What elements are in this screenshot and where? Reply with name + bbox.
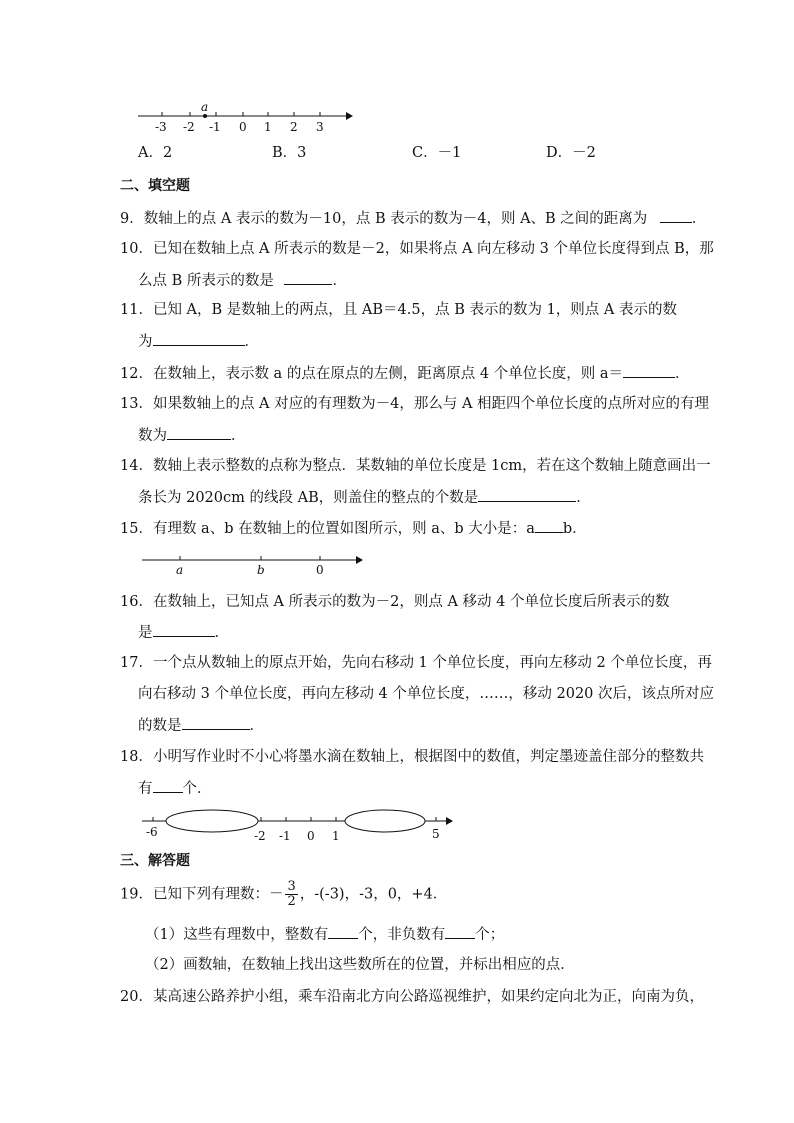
fraction-numerator: 3 <box>287 879 296 894</box>
tick-label: -1 <box>279 829 291 843</box>
answer-blank[interactable] <box>284 270 332 285</box>
origin-label: 0 <box>316 563 324 577</box>
section-heading-fill-in: 二、填空题 <box>120 178 190 194</box>
q18-tail: 个． <box>182 781 212 797</box>
answer-blank[interactable] <box>535 518 563 533</box>
q14-text: 条长为 2020cm 的线段 AB，则盖住的整点的个数是 <box>138 490 479 506</box>
q17-tail: ． <box>249 718 264 734</box>
answer-blank[interactable] <box>153 622 215 637</box>
question-20-line1: 20．某高速公路养护小组，乘车沿南北方向公路巡视维护，如果约定向北为正，向南为负， <box>120 989 704 1005</box>
tick-label: 1 <box>264 120 272 134</box>
q12-tail: ． <box>675 366 690 382</box>
q19-lead: 19．已知下列有理数： <box>120 886 269 903</box>
q11-tail: ． <box>244 334 259 350</box>
q18-text: 有 <box>138 781 153 797</box>
option-a: A．2 <box>138 145 173 161</box>
question-10-line1: 10．已知在数轴上点 A 所表示的数是－2，如果将点 A 向左移动 3 个单位长度得到点 B，那 <box>120 241 714 257</box>
q14-tail: ． <box>576 490 591 506</box>
q10-tail: ． <box>332 273 347 289</box>
question-9 <box>120 208 706 229</box>
q16-tail: ． <box>214 625 229 641</box>
question-14-line1: 14．数轴上表示整数的点称为整点．某数轴的单位长度是 1cm，若在这个数轴上随意画出一 <box>120 458 711 474</box>
tick-label: -6 <box>146 825 158 839</box>
number-line-figure-q18 <box>142 810 453 843</box>
answer-blank[interactable] <box>478 487 576 502</box>
q16-text: 是 <box>138 625 153 641</box>
question-11-line1: 11．已知 A，B 是数轴上的两点，且 AB＝4.5，点 B 表示的数为 1，则点 A 表示的数 <box>120 302 677 318</box>
q13-tail: ． <box>231 428 246 444</box>
question-14-line2 <box>138 487 591 508</box>
tick-label: 5 <box>432 827 440 841</box>
q11-text: 为 <box>138 334 153 350</box>
question-16-line2 <box>138 622 229 643</box>
q10-text: 么点 B 所表示的数是 <box>138 273 274 289</box>
answer-blank[interactable] <box>153 778 183 793</box>
point-a-marker <box>203 114 207 118</box>
tick-label: -2 <box>183 120 195 134</box>
tick-label: 2 <box>290 120 298 134</box>
question-19-part1 <box>145 924 504 945</box>
q19-part1-text-b: 个，非负数有 <box>358 927 446 943</box>
q9-tail: ． <box>691 211 707 227</box>
question-19-part2: （2）画数轴，在数轴上找出这些数所在的位置，并标出相应的点． <box>145 957 575 973</box>
q15-text: 15．有理数 a、b 在数轴上的位置如图所示，则 a、b 大小是：a <box>120 521 535 537</box>
question-17-line1: 17．一个点从数轴上的原点开始，先向右移动 1 个单位长度，再向左移动 2 个单位长度，再 <box>120 655 712 671</box>
question-18-line1: 18．小明写作业时不小心将墨水滴在数轴上，根据图中的数值，判定墨迹盖住部分的整数共 <box>120 749 704 765</box>
question-19-line1 <box>120 880 447 909</box>
question-10-line2 <box>138 270 347 291</box>
q17-text: 的数是 <box>138 718 182 734</box>
ink-blot-left <box>166 810 258 832</box>
question-12 <box>120 363 690 384</box>
ink-blot-right <box>345 810 425 832</box>
point-b-label: b <box>257 563 265 577</box>
q19-part1-text-c: 个； <box>475 927 505 943</box>
tick-label: -1 <box>209 120 221 134</box>
tick-label: 3 <box>316 120 324 134</box>
option-c: C．－1 <box>412 145 462 161</box>
tick-label: 0 <box>307 829 315 843</box>
question-17-line2: 向右移动 3 个单位长度，再向左移动 4 个单位长度，……，移动 2020 次后，该点所对应 <box>138 686 715 702</box>
question-13-line1: 13．如果数轴上的点 A 对应的有理数为－4，那么与 A 相距四个单位长度的点所对应的有理 <box>120 396 710 412</box>
answer-blank[interactable] <box>660 208 692 223</box>
tick-label: -2 <box>254 829 266 843</box>
fraction-denominator: 2 <box>287 894 296 909</box>
fraction-three-halves <box>285 880 297 909</box>
question-11-line2 <box>138 331 259 352</box>
option-d: D．－2 <box>546 145 596 161</box>
tick-label: -3 <box>155 120 167 134</box>
q15-tail: b． <box>562 521 587 537</box>
answer-blank[interactable] <box>445 924 475 939</box>
question-17-line3 <box>138 715 264 736</box>
answer-blank[interactable] <box>623 363 675 378</box>
q19-part1-text-a: （1）这些有理数中，整数有 <box>145 927 329 943</box>
question-13-line2 <box>138 425 246 446</box>
answer-blank[interactable] <box>328 924 358 939</box>
tick-label: 0 <box>239 120 247 134</box>
q19-frac-sign: － <box>268 886 284 903</box>
question-15 <box>120 518 587 539</box>
q12-text: 12．在数轴上，表示数 a 的点在原点的左侧，距离原点 4 个单位长度，则 a＝ <box>120 366 624 382</box>
option-b: B．3 <box>272 145 307 161</box>
q19-rest: ，-(-3)，-3，0，+4． <box>299 886 448 903</box>
number-line-figure-q15 <box>142 556 363 577</box>
q9-text: 9．数轴上的点 A 表示的数为－10，点 B 表示的数为－4，则 A、B 之间的距离为 <box>120 211 648 227</box>
point-a-label: a <box>201 100 209 114</box>
question-16-line1: 16．在数轴上，已知点 A 所表示的数为－2，则点 A 移动 4 个单位长度后所表示的数 <box>120 594 670 610</box>
answer-blank[interactable] <box>167 425 231 440</box>
answer-blank[interactable] <box>153 331 245 346</box>
question-18-line2 <box>138 778 212 799</box>
q13-text: 数为 <box>138 428 167 444</box>
tick-label: 1 <box>332 829 340 843</box>
point-a-label: a <box>176 563 184 577</box>
section-heading-solve: 三、解答题 <box>120 853 190 869</box>
answer-blank[interactable] <box>182 715 250 730</box>
